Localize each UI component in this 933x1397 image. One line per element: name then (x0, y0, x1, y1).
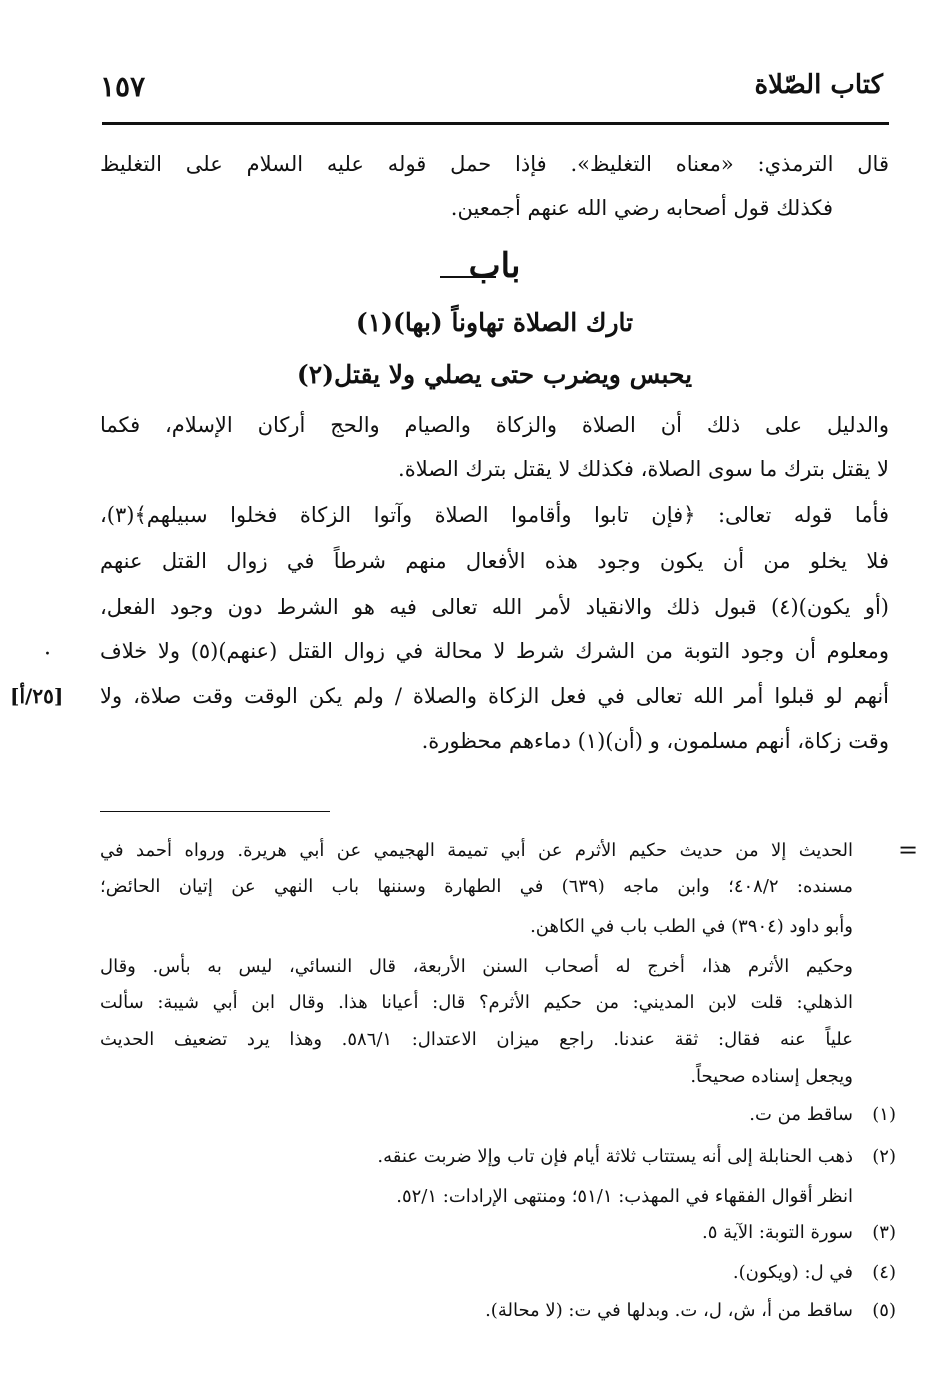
footnote-text: ساقط من أ، ش، ل، ت. وبدلها في ت: (لا محالة). (485, 1300, 853, 1321)
footnote-line: الحديث إلا من حديث حكيم الأثرم عن أبي تميمة الهجيمي عن أبي هريرة. ورواه أحمد في (100, 840, 853, 861)
footnote-text: سورة التوبة: الآية ٥. (702, 1222, 853, 1243)
paragraph-line: فلا يخلو من أن يكون وجود هذه الأفعال منهم شرطاً في زوال القتل عنهم (100, 549, 889, 573)
paragraph-line: (أو يكون)(٤) قبول ذلك والانقياد لأمر الله تعالى فيه هو الشرط دون وجود الفعل، (100, 595, 889, 619)
footnote-line: وحكيم الأثرم هذا، أخرج له أصحاب السنن الأربعة، قال النسائي، ليس به بأس. وقال (100, 956, 853, 977)
footnote-text: ذهب الحنابلة إلى أنه يستتاب ثلاثة أيام فإن تاب وإلا ضربت عنقه. (377, 1146, 853, 1167)
footnote-number: (٣) (872, 1222, 896, 1243)
manuscript-folio-ref: [٢٥/أ] (10, 684, 64, 708)
page-number: ١٥٧ (100, 70, 146, 103)
paragraph-line: فأما قوله تعالى: ﴿فإن تابوا وأقاموا الصلاة وآتوا الزكاة فخلوا سبيلهم﴾(٣)، (100, 503, 889, 527)
continuation-mark: = (898, 836, 919, 864)
paragraph-line: وقت زكاة، أنهم مسلمون، و (أن)(١) دماءهم محظورة. (421, 729, 889, 753)
paragraph-line: ومعلوم أن وجود التوبة من الشرك شرط لا محالة في زوال القتل (عنهم)(٥) ولا خلاف (100, 639, 889, 663)
footnote-text: ساقط من ت. (749, 1104, 853, 1125)
footnote-number: (٥) (872, 1300, 896, 1321)
bab-underline (440, 276, 496, 278)
footnote-number: (١) (872, 1104, 896, 1125)
intro-line: فكذلك قول أصحابه رضي الله عنهم أجمعين. (450, 196, 833, 220)
footnote-number: (٢) (872, 1146, 896, 1167)
footnote-line: مسنده: ٤٠٨/٢؛ وابن ماجه (٦٣٩) في الطهارة وسننها باب النهي عن إتيان الحائض؛ (100, 876, 854, 897)
running-header-title: كتاب الصّلاة (754, 70, 883, 100)
footnote-line: وأبو داود (٣٩٠٤) في الطب باب في الكاهن. (530, 916, 853, 937)
paragraph-line: أنهم لو قبلوا أمر الله تعالى في فعل الزكاة والصلاة / ولم يكن الوقت وقت صلاة، ولا (100, 684, 889, 708)
footnote-separator (100, 811, 330, 812)
bab-heading: باب (468, 246, 521, 286)
footnote-number: (٤) (872, 1262, 896, 1283)
footnote-line: ويجعل إسناده صحيحاً. (690, 1066, 853, 1087)
footnote-text: في ل: (ويكون). (732, 1262, 853, 1283)
paragraph-line: لا يقتل بترك ما سوى الصلاة، فكذلك لا يقتل بترك الصلاة. (398, 457, 889, 481)
chapter-title: تارك الصلاة تهاوناً (بها)(١) (355, 308, 634, 337)
intro-line: قال الترمذي: «معناه التغليظ». فإذا حمل قوله عليه السلام على التغليظ (100, 152, 889, 176)
footnote-line: علياً عنه فقال: ثقة عندنا. راجع ميزان الاعتدال: ٥٨٦/١. وهذا يرد تضعيف الحديث (100, 1029, 853, 1050)
chapter-subtitle: يحبس ويضرب حتى يصلي ولا يقتل(٢) (296, 360, 693, 389)
footnote-text: انظر أقوال الفقهاء في المهذب: ٥١/١؛ ومنتهى الإرادات: ٥٢/١. (396, 1186, 853, 1207)
margin-mark: · (44, 642, 51, 667)
footnote-line: الذهلي: قلت لابن المديني: من حكيم الأثرم؟ قال: أعيانا هذا. وقال ابن أبي شيبة: سألت (100, 992, 853, 1013)
header-rule (102, 122, 889, 125)
paragraph-line: والدليل على ذلك أن الصلاة والزكاة والصيام والحج أركان الإسلام، فكما (100, 413, 889, 437)
